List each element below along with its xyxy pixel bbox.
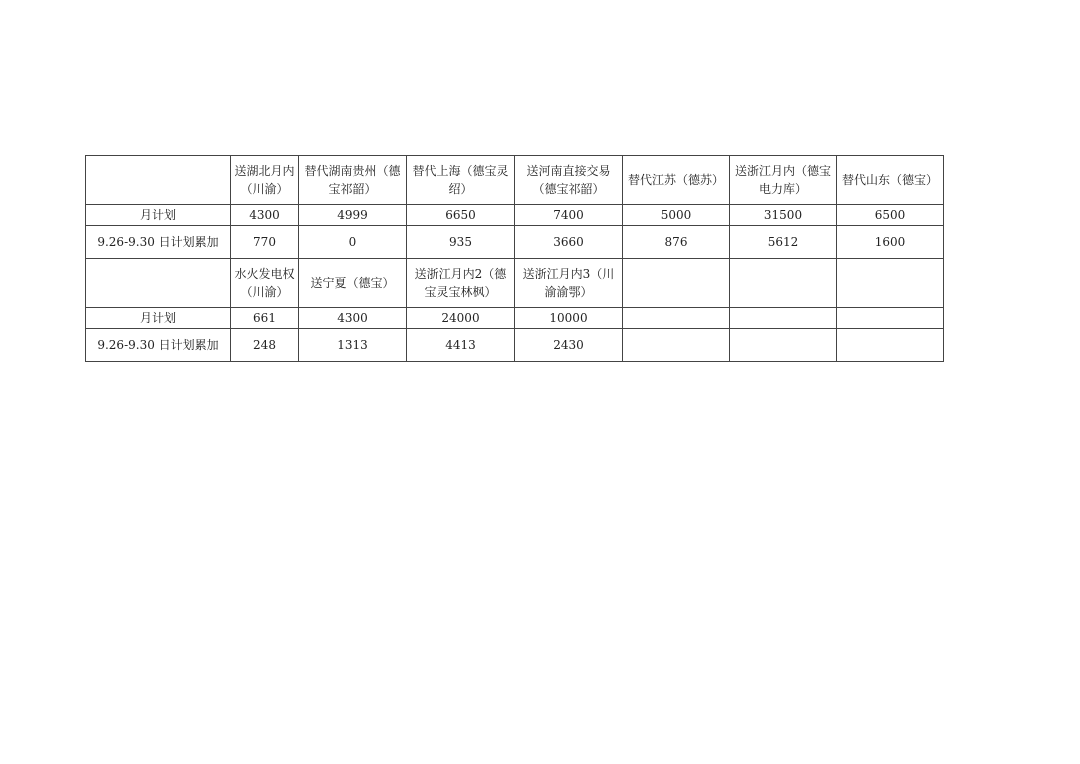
power-plan-table	[85, 155, 944, 362]
table-cell: 248	[231, 329, 299, 362]
header-cell: 送湖北月内（川渝）	[231, 156, 299, 205]
table-row	[86, 226, 944, 259]
header-cell: 替代上海（德宝灵绍）	[407, 156, 515, 205]
table-cell-empty	[623, 308, 730, 329]
row-label: 月计划	[86, 205, 231, 226]
table-cell: 6650	[407, 205, 515, 226]
header-cell-empty	[623, 259, 730, 308]
table-cell: 6500	[837, 205, 944, 226]
table-cell: 5000	[623, 205, 730, 226]
header-cell: 送浙江月内3（川渝渝鄂）	[515, 259, 623, 308]
header-cell: 替代江苏（德苏）	[623, 156, 730, 205]
header-cell-empty	[86, 259, 231, 308]
table-cell: 5612	[730, 226, 837, 259]
table-cell-empty	[623, 329, 730, 362]
table-cell: 770	[231, 226, 299, 259]
header-cell: 送宁夏（德宝）	[299, 259, 407, 308]
table-cell-empty	[837, 308, 944, 329]
table-row	[86, 329, 944, 362]
header-cell: 替代山东（德宝）	[837, 156, 944, 205]
table-cell: 935	[407, 226, 515, 259]
header-cell: 替代湖南贵州（德宝祁韶）	[299, 156, 407, 205]
header-cell: 送浙江月内（德宝电力库）	[730, 156, 837, 205]
row-label: 9.26-9.30 日计划累加	[86, 329, 231, 362]
table-cell: 1313	[299, 329, 407, 362]
table-cell-empty	[730, 329, 837, 362]
table-cell: 1600	[837, 226, 944, 259]
table-cell: 10000	[515, 308, 623, 329]
table-header-row	[86, 259, 944, 308]
table-cell: 7400	[515, 205, 623, 226]
table-cell: 4300	[231, 205, 299, 226]
table-cell: 3660	[515, 226, 623, 259]
table-cell: 31500	[730, 205, 837, 226]
header-cell: 水火发电权（川渝）	[231, 259, 299, 308]
header-cell: 送浙江月内2（德宝灵宝林枫）	[407, 259, 515, 308]
table-cell: 0	[299, 226, 407, 259]
table-row	[86, 308, 944, 329]
row-label: 9.26-9.30 日计划累加	[86, 226, 231, 259]
table-header-row	[86, 156, 944, 205]
table-cell: 661	[231, 308, 299, 329]
table-cell: 4413	[407, 329, 515, 362]
header-cell-empty	[837, 259, 944, 308]
table-cell: 24000	[407, 308, 515, 329]
table-cell-empty	[837, 329, 944, 362]
table-cell-empty	[730, 308, 837, 329]
header-cell: 送河南直接交易（德宝祁韶）	[515, 156, 623, 205]
table-row	[86, 205, 944, 226]
table-cell: 2430	[515, 329, 623, 362]
header-cell-empty	[730, 259, 837, 308]
row-label: 月计划	[86, 308, 231, 329]
header-cell-empty	[86, 156, 231, 205]
table-cell: 4300	[299, 308, 407, 329]
table-cell: 4999	[299, 205, 407, 226]
table-cell: 876	[623, 226, 730, 259]
